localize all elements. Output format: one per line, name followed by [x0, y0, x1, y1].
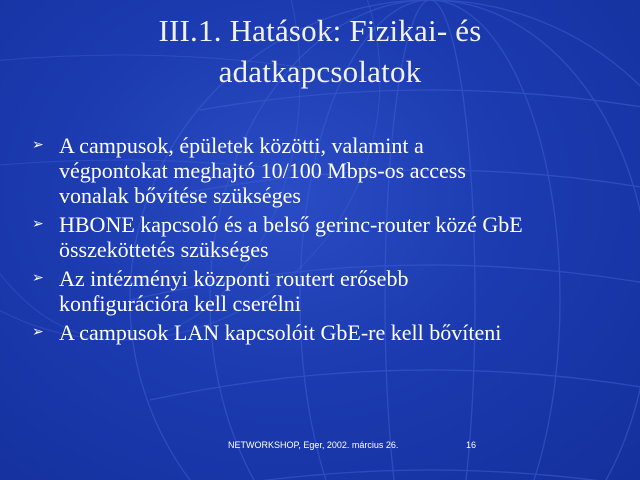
slide-footer — [0, 438, 640, 452]
bullet-line: Az intézményi központi routert erősebb — [59, 266, 409, 291]
bullet-line: összeköttetés szükséges — [59, 237, 269, 262]
slide-title-line-2: adatkapcsolatok — [218, 54, 422, 89]
slide-title-line-1: III.1. Hatások: Fizikai- és — [158, 13, 482, 48]
bullet-line: HBONE kapcsoló és a belső gerinc-router közé GbE — [59, 212, 523, 237]
arrow-bullet-icon: ➢ — [32, 217, 44, 232]
bullet-item — [32, 133, 612, 208]
bullet-item — [32, 320, 612, 345]
bullet-list — [32, 133, 612, 349]
bullet-line: vonalak bővítése szükséges — [59, 183, 301, 208]
bullet-line: végpontokat meghajtó 10/100 Mbps-os access — [59, 158, 466, 183]
bullet-item — [32, 212, 612, 262]
bullet-line: konfigurációra kell cserélni — [59, 291, 301, 316]
slide-title — [60, 10, 580, 92]
bullet-line: A campusok LAN kapcsolóit GbE-re kell bővíteni — [59, 320, 502, 345]
page-number: 16 — [466, 440, 477, 450]
arrow-bullet-icon: ➢ — [32, 325, 44, 340]
footer-event-text: NETWORKSHOP, Eger, 2002. március 26. — [228, 440, 399, 450]
bullet-line: A campusok, épületek közötti, valamint a — [59, 133, 424, 158]
bullet-item — [32, 266, 612, 316]
arrow-bullet-icon: ➢ — [32, 138, 44, 153]
arrow-bullet-icon: ➢ — [32, 271, 44, 286]
